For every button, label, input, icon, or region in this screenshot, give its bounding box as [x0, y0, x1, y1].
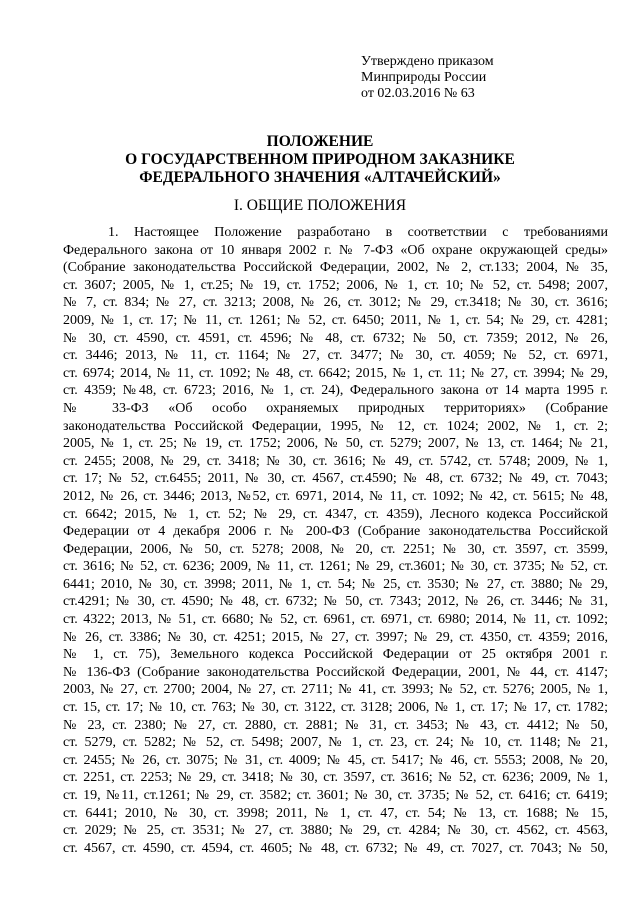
body-line: ст. 4567, ст. 4590, ст. 4594, ст. 4605; № 48, ст. 6732; № 49, ст. 7027, ст. 7043; № 50,	[63, 840, 608, 856]
body-line: ст. 6974; 2014, № 11, ст. 1092; № 48, ст. 6642; 2015, № 1, ст. 11; № 27, ст. 3994; № 29,	[63, 365, 608, 381]
body-line: № 1, ст. 75), Земельного кодекса Российской Федерации от 25 октября 2001 г.	[63, 647, 608, 663]
body-line: № 26, ст. 3386; № 30, ст. 4251; 2015, № 27, ст. 3997; № 29, ст. 4350, ст. 4359; 2016,	[63, 629, 608, 645]
body-line: ст. 15, ст. 17; № 10, ст. 763; № 30, ст. 3122, ст. 3128; 2006, № 1, ст. 17; № 17, ст. 1782;	[63, 700, 608, 716]
body-line: ст. 3616; № 52, ст. 6236; 2009, № 11, ст. 1261; № 29, ст.3601; № 30, ст. 3735; № 52, ст.	[63, 559, 608, 575]
body-line: ст. 17; № 52, ст.6455; 2011, № 30, ст. 4567, ст.4590; № 48, ст. 6732; № 49, ст. 7043;	[63, 471, 608, 487]
body-paragraph	[63, 224, 608, 857]
title-line-3: ФЕДЕРАЛЬНОГО ЗНАЧЕНИЯ «АЛТАЧЕЙСКИЙ»	[139, 169, 501, 186]
approval-line-1: Утверждено приказом	[361, 54, 494, 69]
body-line: ст. 2251, ст. 2253; № 29, ст. 3418; № 30, ст. 3597, ст. 3616; № 52, ст. 6236; 2009, № 1,	[63, 770, 608, 786]
body-line: № 33-ФЗ «Об особо охраняемых природных территориях» (Собрание	[63, 400, 608, 416]
body-line: ст. 4322; 2013, № 51, ст. 6680; № 52, ст. 6961, ст. 6971, ст. 6980; 2014, № 11, ст. 1092;	[63, 612, 608, 628]
body-line: ст. 3607; 2005, № 1, ст.25; № 19, ст. 1752; 2006, № 1, ст. 10; № 52, ст. 5498; 2007,	[63, 277, 608, 293]
body-line: 1. Настоящее Положение разработано в соответствии с требованиями	[108, 225, 608, 240]
section-heading: I. ОБЩИЕ ПОЛОЖЕНИЯ	[233, 197, 407, 214]
approval-line-3: от 02.03.2016 № 63	[361, 86, 475, 101]
body-line: ст.4291; № 30, ст. 4590; № 48, ст. 6732; № 50, ст. 7343; 2012, № 26, ст. 3446; № 31,	[63, 594, 608, 610]
body-line: Федерации от 4 декабря 2006 г. № 200-ФЗ (Собрание законодательства Российской	[63, 524, 608, 540]
body-line: ст. 6642; 2015, № 1, ст. 52; № 29, ст. 4347, ст. 4359), Лесного кодекса Российской	[63, 506, 608, 522]
title-line-1: ПОЛОЖЕНИЕ	[266, 133, 374, 150]
document-title	[20, 133, 620, 187]
approval-stamp	[361, 54, 601, 102]
body-line: ст. 4359; №48, ст. 6723; 2016, № 1, ст. 24), Федерального закона от 14 марта 1995 г.	[63, 383, 608, 399]
body-line: ст. 19, №11, ст.1261; № 29, ст. 3582; ст. 3601; № 30, ст. 3735; № 52, ст. 6416; ст. 6419;	[63, 788, 608, 803]
body-line: ст. 2455; № 26, ст. 3075; № 31, ст. 4009; № 45, ст. 5417; № 46, ст. 5553; 2008, № 20,	[63, 752, 608, 768]
body-line: 2005, № 1, ст. 25; № 19, ст. 1752; 2006, № 50, ст. 5279; 2007, № 13, ст. 1464; № 21,	[63, 436, 608, 452]
body-line: ст. 2455; 2008, № 29, ст. 3418; № 30, ст. 3616; № 49, ст. 5742, ст. 5748; 2009, № 1,	[63, 453, 608, 469]
body-line: ст. 5279, ст. 5282; № 52, ст. 5498; 2007, № 1, ст. 23, ст. 24; № 10, ст. 1148; № 21,	[63, 735, 608, 751]
body-line: законодательства Российской Федерации, 1995, № 12, ст. 1024; 2002, № 1, ст. 2;	[63, 418, 608, 434]
body-line: № 136-ФЗ (Собрание законодательства Российской Федерации, 2001, № 44, ст. 4147;	[63, 664, 608, 680]
body-line: № 23, ст. 2380; № 27, ст. 2880, ст. 2881; № 31, ст. 3453; № 43, ст. 4412; № 50,	[63, 717, 608, 733]
body-line: Федерального закона от 10 января 2002 г. № 7-ФЗ «Об охране окружающей среды»	[63, 242, 608, 258]
body-line: ст. 2029; № 25, ст. 3531; № 27, ст. 3880; № 29, ст. 4284; № 30, ст. 4562, ст. 4563,	[63, 823, 608, 839]
body-line: 2009, № 1, ст. 17; № 11, ст. 1261; № 52, ст. 6450; 2011, № 1, ст. 54; № 29, ст. 4281;	[63, 312, 608, 328]
body-line: № 7, ст. 834; № 27, ст. 3213; 2008, № 26, ст. 3012; № 29, ст.3418; № 30, ст. 3616;	[63, 295, 608, 311]
title-line-2: О ГОСУДАРСТВЕННОМ ПРИРОДНОМ ЗАКАЗНИКЕ	[125, 151, 515, 168]
approval-line-2: Минприроды России	[361, 70, 487, 85]
body-line: № 30, ст. 4590, ст. 4591, ст. 4596; № 48, ст. 6732; № 50, ст. 7359; 2012, № 26,	[63, 330, 608, 346]
body-line: Федерации, 2006, № 50, ст. 5278; 2008, № 20, ст. 2251; № 30, ст. 3597, ст. 3599,	[63, 541, 608, 557]
body-line: ст. 3446; 2013, № 11, ст. 1164; № 27, ст. 3477; № 30, ст. 4059; № 52, ст. 6971,	[63, 348, 608, 364]
body-line: (Собрание законодательства Российской Федерации, 2002, № 2, ст.133; 2004, № 35,	[63, 260, 608, 276]
body-line: 2003, № 27, ст. 2700; 2004, № 27, ст. 2711; № 41, ст. 3993; № 52, ст. 5276; 2005, № 1,	[63, 682, 608, 698]
body-line: ст. 6441; 2010, № 30, ст. 3998; 2011, № 1, ст. 47, ст. 54; № 13, ст. 1688; № 15,	[63, 805, 608, 821]
body-line: 2012, № 26, ст. 3446; 2013, №52, ст. 6971, 2014, № 11, ст. 1092; № 42, ст. 5615; № 48,	[63, 488, 608, 504]
body-line: 6441; 2010, № 30, ст. 3998; 2011, № 1, ст. 54; № 25, ст. 3530; № 27, ст. 3880; № 29,	[63, 576, 608, 592]
